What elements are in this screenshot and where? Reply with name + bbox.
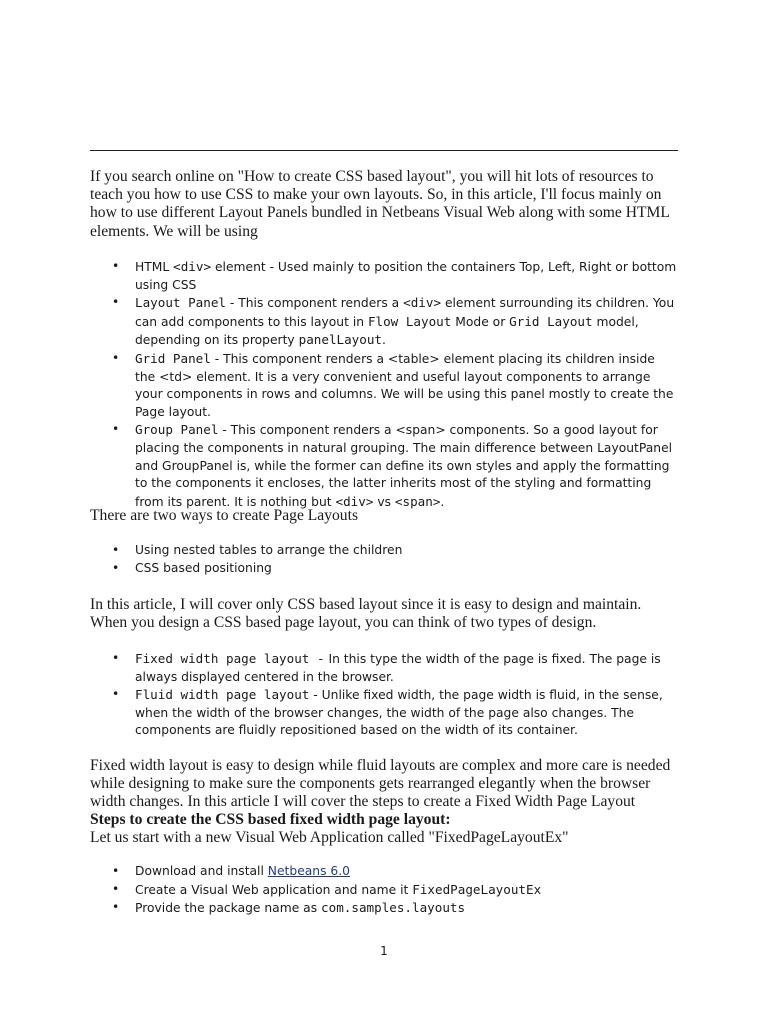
bullet: • [112,422,120,437]
bullet: • [112,881,120,896]
list-item: • Create a Visual Web application and name it FixedPageLayoutEx [112,881,542,897]
page-number: 1 [380,944,388,958]
layout-components-list [90,258,678,511]
list-item: • Grid Panel - This component renders a <table> element placing its children inside the <td> element. It is a very convenient and useful layout components to arrange your components in rows and columns. We will be using this panel mostly to create the Page layout. [112,350,674,419]
bullet: • [112,687,120,702]
bullet: • [112,864,120,878]
steps-list [90,863,678,918]
steps-intro: Let us start with a new Visual Web Application called "FixedPageLayoutEx" [90,829,569,846]
header-divider [90,150,678,151]
ways-heading: There are two ways to create Page Layouts [90,507,359,524]
css-layout-paragraph: In this article, I will cover only CSS based layout since it is easy to design and maintain. When you design a CSS based page layout, you can think of two types of design. [90,596,642,632]
bullet: • [112,259,120,273]
bullet: • [112,560,120,575]
bullet: • [112,900,120,915]
list-item: • CSS based positioning [90,560,678,578]
netbeans-link[interactable]: Netbeans 6.0 [267,864,350,878]
list-item: • Group Panel - This component renders a <span> components. So a good layout for placing the components in natural grouping. The main difference between LayoutPanel and GroupPanel is, while the former can define its own styles and apply the formatting to the components it encloses, the latter inherits most of the styling and formatting from its parent. It is nothing but <div> vs <span>. [112,422,673,509]
intro-paragraph: If you search online on "How to create CSS based layout", you will hit lots of resources to teach you how to use CSS to make your own layouts. So, in this article, I'll focus mainly on how to use different Layout Panels bundled in Netbeans Visual Web along with some HTML elements. We will be using [90,168,670,240]
ways-list [90,542,678,577]
design-types-list [90,650,678,740]
bullet: • [112,543,120,557]
list-item: • Layout Panel - This component renders a <div> element surrounding its children. You can add components to this layout in Flow Layout Mode or Grid Layout model, depending on its property panelLayout. [112,295,675,348]
bullet: • [112,295,120,310]
steps-heading: Steps to create the CSS based fixed width page layout: [90,811,451,828]
list-item: • Fluid width page layout - Unlike fixed width, the page width is fluid, in the sense, when the width of the browser changes, the width of the page also changes. The components are fluidly repositioned based on the width of its container. [112,687,663,738]
list-item: • Fixed width page layout - In this type the width of the page is fixed. The page is always displayed centered in the browser. [112,651,661,684]
list-item: • Provide the package name as com.samples.layouts [112,900,466,916]
list-item: • HTML <div> element - Used mainly to position the containers Top, Left, Right or bottom using CSS [112,259,677,292]
bullet: • [112,651,120,665]
list-item: • Download and install Netbeans 6.0 [90,863,678,881]
bullet: • [112,350,120,365]
fixed-width-paragraph: Fixed width layout is easy to design while fluid layouts are complex and more care is needed while designing to make sure the components gets rearranged elegantly when the browser width changes. In this article I will cover the steps to create a Fixed Width Page Layout [90,757,671,811]
list-item: • Using nested tables to arrange the children [90,542,678,560]
